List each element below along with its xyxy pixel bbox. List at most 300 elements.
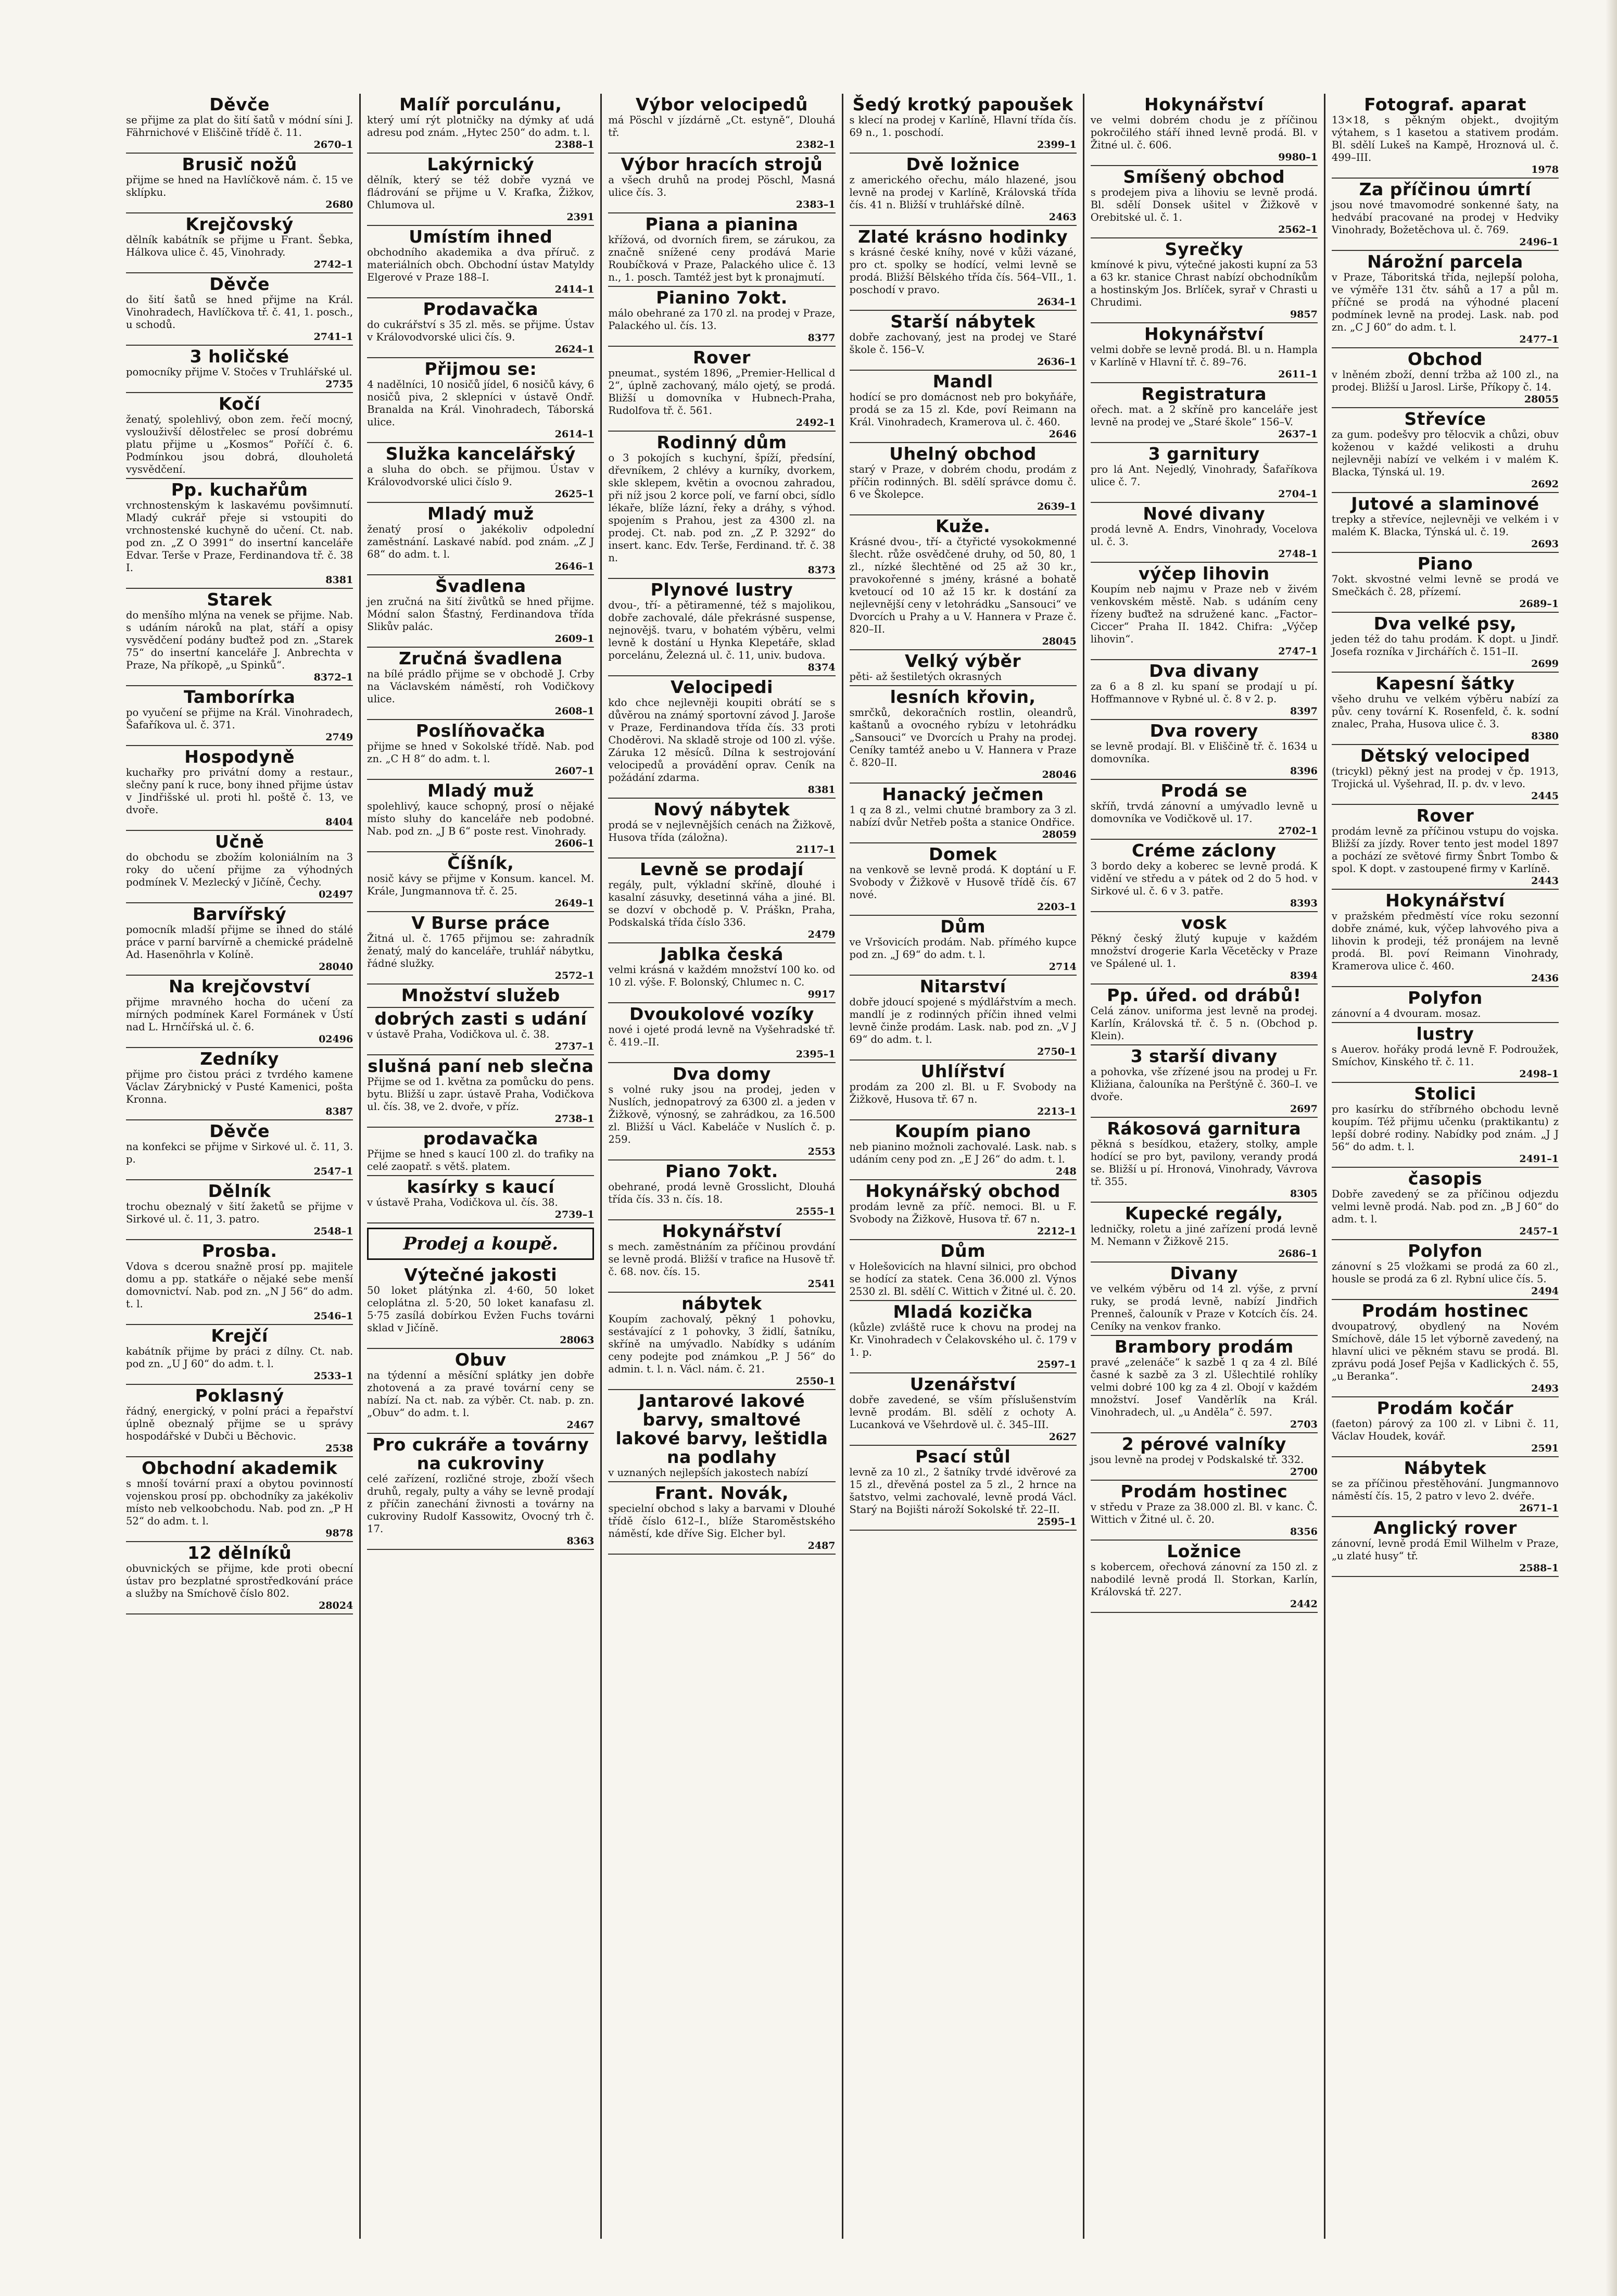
classified-ad — [367, 443, 594, 503]
ad-body: prodá levně A. Endrs, Vinohrady, Vocelova ul. č. 3. — [1090, 523, 1318, 548]
ad-code: 2555–1 — [795, 1206, 836, 1217]
ad-title: Výbor velocipedů — [635, 94, 808, 115]
classified-ad — [1332, 1023, 1559, 1083]
ad-code: 2492–1 — [795, 417, 836, 428]
ad-title: Frant. Novák, — [654, 1483, 789, 1503]
ad-body: s Auerov. hořáky prodá levně F. Podroužek, Smíchov, Kinského tř. č. 11. — [1331, 1043, 1559, 1068]
ad-body: ženatý, spolehlivý, obon zem. řečí mocný, vyslouživší dělostřelec se prosí dobrému platu přijme u „Kosmos“ Poříčí č. 6. Podmínkou jsou dobrá, dlouholetá vysvědčení. — [126, 413, 353, 475]
ad-body: s krásné české kníhy, nové v kůži vázané, pro ct. spolky se hodící, velmi levně se prodá. Bližší Bělského třída čís. 564–VII., 1. poschodí v pravo. — [849, 246, 1077, 296]
ad-body: přijme pro čistou práci z tvrdého kamene Václav Zárybnický v Pusté Kamenici, pošta Kronna. — [126, 1068, 353, 1105]
ad-code: 2443 — [1531, 875, 1559, 887]
ad-title: Hospodyně — [184, 747, 295, 767]
ad-code: 2487 — [807, 1540, 836, 1551]
ad-code: 2395–1 — [795, 1049, 836, 1060]
ad-body: v středu v Praze za 38.000 zl. Bl. v kanc. Č. Wittich v Žitné ul. č. 20. — [1090, 1501, 1318, 1525]
ad-code: 9857 — [1290, 309, 1318, 320]
ad-title: Dětský velociped — [1360, 746, 1531, 766]
ad-body: Koupím zachovalý, pěkný 1 pohovku, sestávající z 1 pohovky, 3 židlí, šatníku, skříně na umývadlo. Nabídky s udáním ceny podejte pod známkou „P. J 56“ do admin. t. l. n. Václ. nám. č. 21. — [608, 1313, 836, 1375]
classified-ad — [1332, 1168, 1559, 1240]
ad-code: 2399–1 — [1037, 139, 1077, 150]
classified-ad — [126, 1180, 353, 1240]
classified-ad — [367, 298, 594, 358]
ad-code: 8363 — [566, 1535, 595, 1547]
ad-body: 4 nadělníci, 10 nosičů jídel, 6 nosičů kávy, 6 nosičů piva, 2 sklepníci v ústavě Ondř. Branalda na Král. Vinohradech, Táborská ulice. — [367, 379, 595, 428]
ad-body: přijme se hned na Havlíčkově nám. č. 15 ve sklípku. — [126, 174, 353, 198]
ad-body: ve velmi dobrém chodu je z příčinou pokročilého stáří ihned levně prodá. Bl. v Žitné ul. č. 606. — [1090, 114, 1318, 151]
ad-body: má Pöschl v jízdárně „Ct. estyně“, Dlouhá tř. — [608, 114, 836, 138]
ad-body: Pěkný český žlutý kupuje v každém množství drogerie Karla Věcetěcky v Praze ve Spálené ul. 1. — [1090, 932, 1318, 969]
ad-body: zánovní, levně prodá Emil Wilhelm v Praze, „u zlaté husy“ tř. — [1331, 1537, 1559, 1562]
classified-ad — [850, 1061, 1077, 1120]
ad-title: Velký výběr — [905, 651, 1021, 671]
ad-code: 2639–1 — [1037, 501, 1077, 512]
ad-code: 2498–1 — [1519, 1068, 1559, 1080]
ad-title: Registratura — [1141, 384, 1267, 404]
column-6 — [1325, 94, 1565, 2239]
ad-body: řádný, energický, v polní práci a řepařství úplně obeznalý přijme se u správy hospodářské v Dubči u Běchovic. — [126, 1405, 353, 1442]
classified-ad — [850, 1120, 1077, 1180]
classified-ad — [1091, 1481, 1318, 1541]
ad-body: na konfekci se přijme v Sirkové ul. č. 11, 3. p. — [126, 1141, 353, 1165]
ad-title: Starší nábytek — [890, 311, 1035, 332]
classified-ad — [850, 976, 1077, 1061]
ad-code: 8387 — [325, 1106, 353, 1117]
ad-code: 8377 — [807, 332, 836, 344]
ad-title: Hanacký ječmen — [882, 784, 1044, 804]
classified-ad — [1091, 94, 1318, 166]
ad-code: 2742–1 — [313, 259, 353, 270]
classified-ad — [1332, 1083, 1559, 1168]
ad-code: 9980–1 — [1278, 152, 1318, 163]
ad-code: 2597–1 — [1037, 1359, 1077, 1370]
classified-ad — [850, 784, 1077, 843]
ad-body: prodám za 200 zl. Bl. u F. Svobody na Žižkově, Husova tř. 67 n. — [849, 1081, 1077, 1105]
classified-ad — [367, 852, 594, 912]
classified-ad — [1091, 323, 1318, 383]
ad-code: 2550–1 — [795, 1376, 836, 1387]
ad-body: všeho druhu ve velkém výběru nabízí za pův. ceny tovární K. Rosenfeld, č. k. sodní znalec, Praha, Husova ulice č. 3. — [1331, 693, 1559, 730]
ad-title: Starek — [207, 589, 272, 610]
ad-code: 2491–1 — [1519, 1153, 1559, 1165]
classified-ad — [126, 903, 353, 976]
classified-ad — [126, 1120, 353, 1180]
ad-body: dobře jdoucí spojené s mýdlářstvím a mech. mandlí je z rodinných příčin ihned velmi levně činže prodám. Lask. nab. pod zn. „V J 69“ do adm. t. l. — [849, 996, 1077, 1045]
classified-ad — [367, 1264, 594, 1349]
ad-title: Číšník, — [447, 853, 514, 873]
ad-code: 02496 — [319, 1033, 353, 1045]
classified-ad — [367, 1434, 594, 1550]
ad-title: Děvče — [209, 274, 270, 294]
ad-code: 9878 — [325, 1528, 353, 1539]
ad-body: Vdova s dcerou snažně prosí pp. majitele domu a pp. statkáře o nějaké sebe menší domovnictví. Nab. pod zn. „N J 56“ do adm. t. l. — [126, 1260, 353, 1310]
ad-title: Dům — [940, 1241, 986, 1261]
ad-body: nové i ojeté prodá levně na Vyšehradské tř. č. 419.–II. — [608, 1024, 836, 1048]
ad-title: Krejčí — [211, 1326, 268, 1346]
ad-title: Rodinný dům — [656, 432, 787, 452]
classified-ad — [126, 154, 353, 213]
ad-code: 2595–1 — [1037, 1516, 1077, 1528]
classified-ad — [1332, 1517, 1559, 1577]
classified-ad — [126, 976, 353, 1048]
ad-title: Hokynářství — [1144, 324, 1264, 344]
ad-code: 8380 — [1531, 730, 1559, 742]
ad-title: Rover — [693, 347, 751, 368]
ad-title: V Burse práce — [411, 913, 550, 933]
ad-body: pomocníky přijme V. Stočes v Truhlářské ul. — [126, 366, 352, 378]
ad-title: Děvče — [209, 94, 270, 115]
ad-title: Pp. úřed. od drábů! — [1107, 985, 1302, 1005]
classified-ad — [367, 1176, 594, 1223]
ad-body: do cukrářství s 35 zl. měs. se přijme. Ústav v Královodvorské ulici čís. 9. — [367, 319, 595, 343]
ad-title: Výbor hracích strojů — [621, 154, 823, 174]
ad-body: pro lá Ant. Nejedlý, Vinohrady, Šafaříkova ulice č. 7. — [1090, 463, 1318, 488]
ad-title: Množství služeb — [401, 985, 560, 1005]
classified-ad — [1332, 987, 1559, 1023]
classified-ad — [1091, 660, 1318, 720]
ad-code: 2414–1 — [554, 284, 595, 295]
ad-code: 8356 — [1290, 1526, 1318, 1537]
ad-title: Syrečky — [1165, 239, 1243, 259]
ad-body: prodám levně za příč. nemoci. Bl. u F. Svobody na Žižkově, Husova tř. 67 n. — [849, 1201, 1077, 1225]
ad-code: 2670–1 — [313, 139, 353, 150]
ad-title: Divany — [1170, 1263, 1239, 1283]
classified-ad — [1091, 985, 1318, 1045]
ad-title: Plynové lustry — [650, 579, 793, 600]
ad-title: Kočí — [218, 394, 261, 414]
ad-body: ořech. mat. a 2 skříně pro kanceláře jest levně na prodej ve „Staré škole“ 156–V. — [1090, 403, 1318, 428]
ad-code: 9917 — [807, 989, 836, 1000]
ad-body: v Holešovicích na hlavní silnici, pro obchod se hodící za statek. Cena 36.000 zl. Výnos 2530 zl. Bl. sdělí C. Wittich v Žitné ul. č. 20. — [849, 1260, 1077, 1297]
ad-body: za 6 a 8 zl. ku spaní se prodají u pí. Hoffmannove v Rybné ul. č. 8 v 2. p. — [1090, 680, 1318, 705]
classified-ad — [1332, 179, 1559, 251]
ad-title: Pp. kuchařům — [171, 480, 308, 500]
ad-title: nábytek — [681, 1293, 762, 1314]
ad-body: dobře zavedené, se vším příslušenstvím levně prodám. Bl. sdělí z ochoty A. Lucanková ve Všehrdově ul. č. 345–III. — [849, 1394, 1077, 1431]
ad-code: 2608–1 — [554, 705, 595, 717]
ad-title: Lakýrnický — [427, 154, 535, 174]
ad-body: hodící se pro domácnost neb pro bokyňáře, prodá se za 15 zl. Kde, poví Reimann na Král. Vinohradech, Kramerova ul. č. 460. — [849, 391, 1077, 428]
ad-body: Koupím neb najmu v Praze neb v živém venkovském městě. Nab. s udáním ceny řízeny buďtež na sdružené kanc. „Factor–Ciccer“ Praha II. 1842. Chifra: „Výčep lihovin“. — [1090, 583, 1318, 645]
ad-code: 28045 — [1042, 636, 1077, 647]
ad-code: 2735 — [325, 379, 353, 390]
ad-body: 3 bordo deky a koberec se levně prodá. K vidění ve středu a v pátek od 2 do 5 hod. v Sirkové ul. č. 6 v 3. patře. — [1090, 860, 1318, 897]
ad-body: prodám levně za příčinou vstupu do vojska. Bližší za jízdy. Rover tento jest model 1897 a pochází ze světové firmy Šnbrt Tombo & spol. K dopt. v zastoupené firmy v Karlíně. — [1331, 825, 1559, 875]
classified-ad — [126, 589, 353, 686]
classified-ad — [367, 985, 594, 1008]
ad-title: Malíř porculánu, — [399, 94, 562, 115]
ad-title: Dvoukolové vozíky — [629, 1004, 814, 1024]
ad-title: Domek — [928, 844, 997, 864]
ad-body: v ústavě Praha, Vodičkova ul. č. 38. — [367, 1028, 550, 1040]
classified-ad — [608, 943, 835, 1003]
ad-code: 2646–1 — [554, 561, 595, 572]
classified-ad — [367, 780, 594, 852]
ad-title: Créme záclony — [1131, 840, 1277, 861]
ad-body: jen zručná na šití živůtků se hned přijme. Módní salon Šťastný, Ferdinandova třída Slikův palác. — [367, 596, 595, 633]
ad-title: Učně — [214, 831, 264, 852]
ad-body: nosič kávy se přijme v Konsum. kancel. M. Krále, Jungmannova tř. č. 25. — [367, 873, 595, 897]
ad-body: za gum. podešvy pro tělocvik a chůzi, obuv koženou v každé velikosti a druhu nejlevněji nabízí ve velkém i v malém K. Blacka, Týnská ul. 19. — [1331, 428, 1559, 478]
ad-body: přijme se hned v Sokolské třídě. Nab. pod zn. „C H 8“ do adm. t. l. — [367, 740, 595, 765]
ad-code: 8373 — [807, 564, 836, 576]
classified-ad — [608, 347, 835, 432]
classified-ad — [126, 393, 353, 479]
ad-title: Psací stůl — [915, 1446, 1011, 1467]
ad-body: jeden též do tahu prodám. K dopt. u Jindř. Josefa rozníka v Jirchářích č. 151–II. — [1331, 633, 1559, 658]
ad-title: Anglický rover — [1373, 1518, 1517, 1538]
classified-ad — [850, 1180, 1077, 1240]
ad-code: 2388–1 — [554, 139, 595, 150]
ad-title: Kuže. — [936, 516, 991, 536]
classified-ad — [367, 575, 594, 648]
classified-ad — [367, 226, 594, 298]
ad-code: 2738–1 — [554, 1113, 595, 1125]
ad-body: pravé „zelenáče“ k sazbě 1 q za 4 zl. Bílé časné k sazbě za 3 zl. Ušlechtilé rohlíky velmi dobré 100 kg za 4 zl. Obojí v každém množství. Josef Vanděrlík na Král. Vinohradech, ul. „u Anděla“ č. 597. — [1090, 1356, 1318, 1418]
ad-body: celé zařízení, rozličné stroje, zboží všech druhů, regaly, pulty a váhy se levně prodají z příčin zanechání živnosti a továrny na cukroviny Rudolf Kassowitz, Ovocný trh č. 17. — [367, 1473, 595, 1535]
classified-ad — [1332, 1240, 1559, 1300]
classified-ad — [126, 1385, 353, 1457]
ad-code: 2686–1 — [1278, 1248, 1318, 1259]
ad-code: 2714 — [1048, 961, 1077, 973]
ad-title: Dva divany — [1149, 661, 1259, 681]
ad-body: dvou-, tří- a pětiramenné, též s majolikou, dobře zachovalé, dále překrásné suspense, nejnovějš. tvaru, v bohatém výběru, velmi levně k dostání u Hynka Klepetáře, sklad porcelánu, Železná ul. č. 11, univ. budova. — [608, 599, 836, 661]
classified-ad — [1332, 673, 1559, 745]
ad-code: 28055 — [1524, 394, 1559, 405]
classified-ad — [126, 1240, 353, 1325]
ad-body: zánovní s 25 vložkami se prodá za 60 zl., housle se prodá za 6 zl. Rybní ulice čís. 5. — [1331, 1260, 1559, 1285]
ad-body: Žitná ul. č. 1765 přijmou se: zahradník ženatý, malý do kanceláře, truhlář nábytku, řádné služky. — [367, 932, 595, 969]
ad-title: Umístím ihned — [409, 226, 553, 247]
ad-body: Krásné dvou-, tří- a čtyřicté vysokokmenné šlecht. růže osvědčené druhy, od 50, 80, 1 zl., nízké šlechtěné od 25 až 30 kr., pravokořenné s jmény, krásné a bohatě kvetoucí od 10 až 15 kr. k dostání za nejlevnější ceny v letohrádku „Sansouci“ ve Dvorcích u Prahy a u V. Hannera v Praze č. 820–II. — [849, 536, 1077, 635]
classified-ad — [1091, 840, 1318, 912]
ad-body: obchodního akademika a dva příruč. z materiálních obch. Obchodní ústav Matyldy Elgerové v Praze 188–I. — [367, 246, 595, 283]
ad-body: velmi krásná v každém množství 100 ko. od 10 zl. výše. F. Bolonský, Chlumec n. C. — [608, 964, 836, 988]
ad-body: kuchařky pro privátní domy a restaur., slečny paní k ruce, bony ihned přijme ústav v Jindřišské ul. proti hl. poště č. 13, ve dvoře. — [126, 766, 353, 816]
ad-code: 2689–1 — [1519, 598, 1559, 610]
ad-code: 8381 — [807, 784, 836, 796]
classified-ad — [126, 746, 353, 831]
ad-title: Poslíňovačka — [415, 721, 546, 741]
classified-ad — [1091, 780, 1318, 840]
classified-ad — [1091, 503, 1318, 563]
classified-ad — [608, 676, 835, 799]
ad-title: lustry — [1416, 1024, 1474, 1044]
ad-title: Prodavačka — [423, 299, 539, 319]
ad-body: neb pianino možnoli zachovalé. Lask. nab. s udáním ceny pod zn. „E J 26“ do adm. t. l. — [849, 1141, 1077, 1165]
ad-title: Zedníky — [200, 1049, 279, 1069]
ad-title: Mladý muž — [427, 503, 534, 524]
ad-title: Švadlena — [435, 576, 526, 596]
ad-title: Nárožní parcela — [1367, 251, 1523, 272]
ad-code: 2546–1 — [313, 1310, 353, 1322]
ad-title: Dva velké psy, — [1373, 613, 1517, 634]
ad-body: skříň, trvdá zánovní a umývadlo levně u domovníka ve Vodičkově ul. 17. — [1090, 800, 1318, 825]
ad-code: 2634–1 — [1037, 296, 1077, 308]
ad-code: 2479 — [807, 929, 836, 940]
ad-code: 2692 — [1531, 478, 1559, 490]
ad-code: 2117–1 — [795, 844, 836, 855]
ad-body: (tricykl) pěkný jest na prodej v čp. 1913, Trojická ul. Vyšehrad, II. p. dv. v levo. — [1331, 765, 1559, 790]
ad-code: 8305 — [1290, 1188, 1318, 1200]
ad-body: obuvnických se přijme, kde proti obecní ústav pro bezplatné sprostředkování práce a služby na Smíchově číslo 802. — [126, 1562, 353, 1599]
ad-body: v lněném zboží, denní tržba až 100 zl., na prodej. Bližší u Jarosl. Lirše, Příkopy č. 14. — [1331, 369, 1559, 393]
ad-body: a všech druhů na prodej Pöschl, Masná ulice čís. 3. — [608, 174, 836, 198]
classified-ad — [126, 273, 353, 346]
ad-code: 8374 — [807, 662, 836, 673]
classified-ad — [850, 916, 1077, 976]
ad-body: křížová, od dvorních firem, se zárukou, za značně snížené ceny prodává Marie Roubíčková v Praze, Palackého ulice č. 13 n., 1. posch. Tamtéž jest byt k pronajmutí. — [608, 234, 836, 283]
ad-title: Mladý muž — [427, 780, 534, 801]
ad-title: Obchodní akademik — [142, 1458, 338, 1478]
ad-body: se levně prodají. Bl. v Eliščině tř. č. 1634 u domovníka. — [1090, 740, 1318, 765]
ad-title: lesních křovin, — [890, 687, 1036, 707]
ad-code: 8372–1 — [313, 672, 353, 683]
ad-title: dobrých zasti s udání — [374, 1008, 587, 1029]
ad-body: z amerického ořechu, málo hlazené, jsou levně na prodej v Karlíně, Královská třída čís. 41 n. Bližší v truhlářské dílně. — [849, 174, 1077, 211]
ad-body: s klecí na prodej v Karlíně, Hlavní třída čís. 69 n., 1. poschodí. — [849, 114, 1077, 138]
ad-title: Obuv — [454, 1349, 507, 1370]
ad-body: levně za 10 zl., 2 šatníky trvdé idvěrové za 15 zl., dřevěná postel za 5 zl., 2 hrnce na šatstvo, velmi zachovalé, levně prodá Václ. Starý na Bojišti nároží Sokolské tř. 22–II. — [849, 1466, 1077, 1516]
ad-title: Stolici — [1414, 1083, 1476, 1104]
classified-ad — [367, 1008, 594, 1055]
ad-body: 50 loket plátýnka zl. 4·60, 50 loket celoplátna zl. 5·20, 50 loket kanafasu zl. 5·75 zasílá dobírkou Evžen Fuchs továrni sklad v Jičíně. — [367, 1284, 595, 1334]
classified-ad — [1091, 1045, 1318, 1118]
column-5 — [1084, 94, 1325, 2239]
ad-body: starý v Praze, v dobrém chodu, prodám z příčin rodinných. Bl. sdělí správce domu č. 6 ve Školepce. — [849, 463, 1077, 500]
ad-body: s mnoší tovární praxí a obytou povinností vojenskou prosí pp. obchodníky za jakékoliv místo neb velkoobchodu. Nab. pod zn. „P H 52“ do adm. t. l. — [126, 1478, 353, 1527]
ad-code: 2547–1 — [313, 1166, 353, 1177]
classified-ad — [1091, 1541, 1318, 1613]
ad-body: ledničky, roletu a jiné zařízení prodá levně M. Nemann v Žižkově 215. — [1090, 1223, 1318, 1247]
ad-code: 8394 — [1290, 970, 1318, 981]
ad-title: Barvířský — [192, 904, 287, 924]
ad-title: Dělník — [208, 1181, 271, 1201]
classified-ad — [608, 432, 835, 579]
ad-title: Uhlířství — [920, 1061, 1005, 1081]
ad-body: Dobře zavedený se za příčinou odjezdu velmi levně prodá. Nab. pod zn. „B J 60“ do adm. t. l. — [1331, 1188, 1559, 1225]
ad-title: Piano 7okt. — [665, 1161, 778, 1181]
ad-code: 2591 — [1531, 1443, 1559, 1454]
ad-body: o 3 pokojích s kuchyní, špíží, předsíní, dřevníkem, 2 chlévy a kurníky, dvorkem, skle sklepem, květin a ovocnou zahradou, při níž jsou 2 korce polí, ve farní obci, sídlo lékaře, blíže lázní, řeky a dráhy, s výhod. spojením s Prahou, jest za 4300 zl. na prodej. Ct. nab. pod zn. „Z P. 3292“ do insert. kanc. Edv. Terše, Ferdinand. tř. č. 38 n. — [608, 452, 836, 564]
ad-title: Hokynářství — [1144, 94, 1264, 115]
classified-ad — [608, 1482, 835, 1555]
classified-ad — [1091, 912, 1318, 985]
ad-code: 2496–1 — [1519, 236, 1559, 248]
ad-title: Děvče — [209, 1121, 270, 1141]
classified-ad — [608, 1063, 835, 1160]
ad-title: Uzenářství — [909, 1374, 1016, 1394]
column-2 — [361, 94, 602, 2239]
ad-body: 1 q za 8 zl., velmi chutné brambory za 3 zl. nabízí dvůr Netřeb pošta a stanice Ondřice. — [849, 804, 1077, 828]
ad-title: Prodám kočár — [1376, 1398, 1514, 1418]
ad-code: 28046 — [1042, 769, 1077, 780]
ad-title: Dům — [940, 916, 986, 937]
ad-code: 2749 — [325, 731, 353, 743]
ad-body: na venkově se levně prodá. K doptání u F. Svobody v Žižkově v Husově třídě čís. 67 nové. — [849, 864, 1077, 901]
column-1 — [120, 94, 361, 2239]
ad-code: 2477–1 — [1519, 334, 1559, 345]
ad-code: 2611–1 — [1278, 369, 1318, 380]
classified-ad — [1332, 1397, 1559, 1457]
classified-ad — [367, 503, 594, 575]
ad-body: s volné ruky jsou na prodej, jeden v Nuslích, jednopatrový za 6300 zl. a jeden v Žižkově, výnosný, se zahrádkou, za 16.500 zl. Bližší u Václ. Kabeláče v Nuslích č. p. 259. — [608, 1083, 836, 1145]
classified-ad — [1332, 805, 1559, 890]
ad-title: Dvě ložnice — [906, 154, 1020, 174]
ad-title: Střevíce — [1404, 409, 1486, 429]
classified-ad — [1332, 408, 1559, 493]
ad-code: 2739–1 — [554, 1209, 595, 1220]
ad-body: Celá zánov. uniforma jest levně na prodej. Karlín, Královská tř. č. 5 n. (Obchod p. Klein). — [1090, 1005, 1318, 1042]
ad-title: Na krejčovství — [168, 976, 311, 996]
classified-ad — [1091, 1263, 1318, 1336]
ad-code: 2548–1 — [313, 1226, 353, 1237]
classified-ad — [1091, 1118, 1318, 1203]
ad-body: (faeton) párový za 100 zl. v Libni č. 11, Václav Houdek, kovář. — [1331, 1418, 1559, 1442]
ad-code: 2680 — [325, 199, 353, 210]
classified-columns — [120, 94, 1565, 2239]
ad-body: (kůzle) zvláště ruce k chovu na prodej na Kr. Vinohradech v Čelakovského ul. č. 179 v 1. p. — [849, 1321, 1077, 1358]
ad-code: 2637–1 — [1278, 428, 1318, 440]
classified-ad — [608, 799, 835, 859]
ad-title: výčep lihovin — [1138, 563, 1270, 584]
classified-ad — [126, 1542, 353, 1614]
classified-ad — [850, 226, 1077, 311]
ad-body: pěkná s besídkou, etažery, stolky, ample hodící se pro byt, pavilony, verandy prodá se. Bližší u pí. Hronová, Vinohrady, Vávrova tř. 355. — [1090, 1138, 1318, 1188]
ad-title: Hokynářství — [662, 1221, 782, 1241]
ad-code: 2203–1 — [1037, 901, 1077, 913]
ad-body: dělník, který se též dobře vyzná ve fládrování se přijme u V. Krafka, Žižkov, Chlumova ul. — [367, 174, 595, 211]
ad-title: vosk — [1181, 913, 1227, 933]
classified-ad — [608, 1003, 835, 1063]
ad-title: Krejčovský — [185, 214, 294, 234]
ad-body: se za příčinou přestěhování. Jungmannovo náměstí čís. 15, 2 patro v levo 2. dvéře. — [1331, 1478, 1559, 1502]
ad-code: 28024 — [319, 1600, 353, 1611]
classified-ad — [608, 154, 835, 213]
ad-body: Přijme se hned s kaucí 100 zl. do trafiky na celé zaopatř. s větš. platem. — [367, 1148, 595, 1172]
ad-title: Zlaté krásno hodinky — [858, 226, 1068, 247]
ad-title: Zručná švadlena — [399, 648, 563, 668]
ad-body: prodá se v nejlevnějších cenách na Žižkově, Husova třída (záložna). — [608, 819, 836, 843]
classified-ad — [367, 720, 594, 780]
classified-ad — [1332, 493, 1559, 553]
ad-title: Kapesní šátky — [1375, 673, 1515, 693]
ad-body: s prodejem piva a lihoviu se levně prodá. Bl. sdělí Donsek ušitel v Žižkově v Orebitské ul. č. 1. — [1090, 186, 1318, 223]
classified-ad — [126, 1457, 353, 1542]
ad-body: dvoupatrový, obydlený na Novém Smíchově, dále 15 let výborně zavedený, na hlavní ulici ve pěkném stavu se prodá. Bl. zprávu podá Josef Pejša v Kadlických č. 55, „u Beranka“. — [1331, 1320, 1559, 1382]
ad-title: Fotograf. aparat — [1364, 94, 1526, 115]
ad-title: Mladá kozička — [893, 1302, 1033, 1322]
ad-title: Nitarství — [919, 976, 1006, 996]
classified-ad — [850, 371, 1077, 443]
ad-code: 2572–1 — [554, 970, 595, 981]
ad-code: 2213–1 — [1037, 1106, 1077, 1117]
ad-code: 2671–1 — [1519, 1503, 1559, 1514]
classified-ad — [126, 346, 353, 393]
ad-title: Ložnice — [1167, 1541, 1242, 1561]
ad-code: 8397 — [1290, 705, 1318, 717]
classified-ad — [850, 311, 1077, 371]
ad-code: 1978 — [1531, 164, 1559, 175]
ad-code: 248 — [1056, 1166, 1077, 1177]
ad-title: časopis — [1408, 1168, 1483, 1189]
classified-ad — [1332, 251, 1559, 348]
classified-ad — [367, 94, 594, 154]
classified-ad — [850, 686, 1077, 784]
ad-body: regály, pult, výkladní skříně, dlouhé i kasalní zásuvky, desetinná váha a jiné. Bl. se dozví v obchodě p. V. Práškn, Praha, Podskalská třída číslo 336. — [608, 879, 836, 928]
ad-code: 2606–1 — [554, 838, 595, 849]
ad-code: 2747–1 — [1278, 646, 1318, 657]
classified-ad — [367, 1128, 594, 1176]
